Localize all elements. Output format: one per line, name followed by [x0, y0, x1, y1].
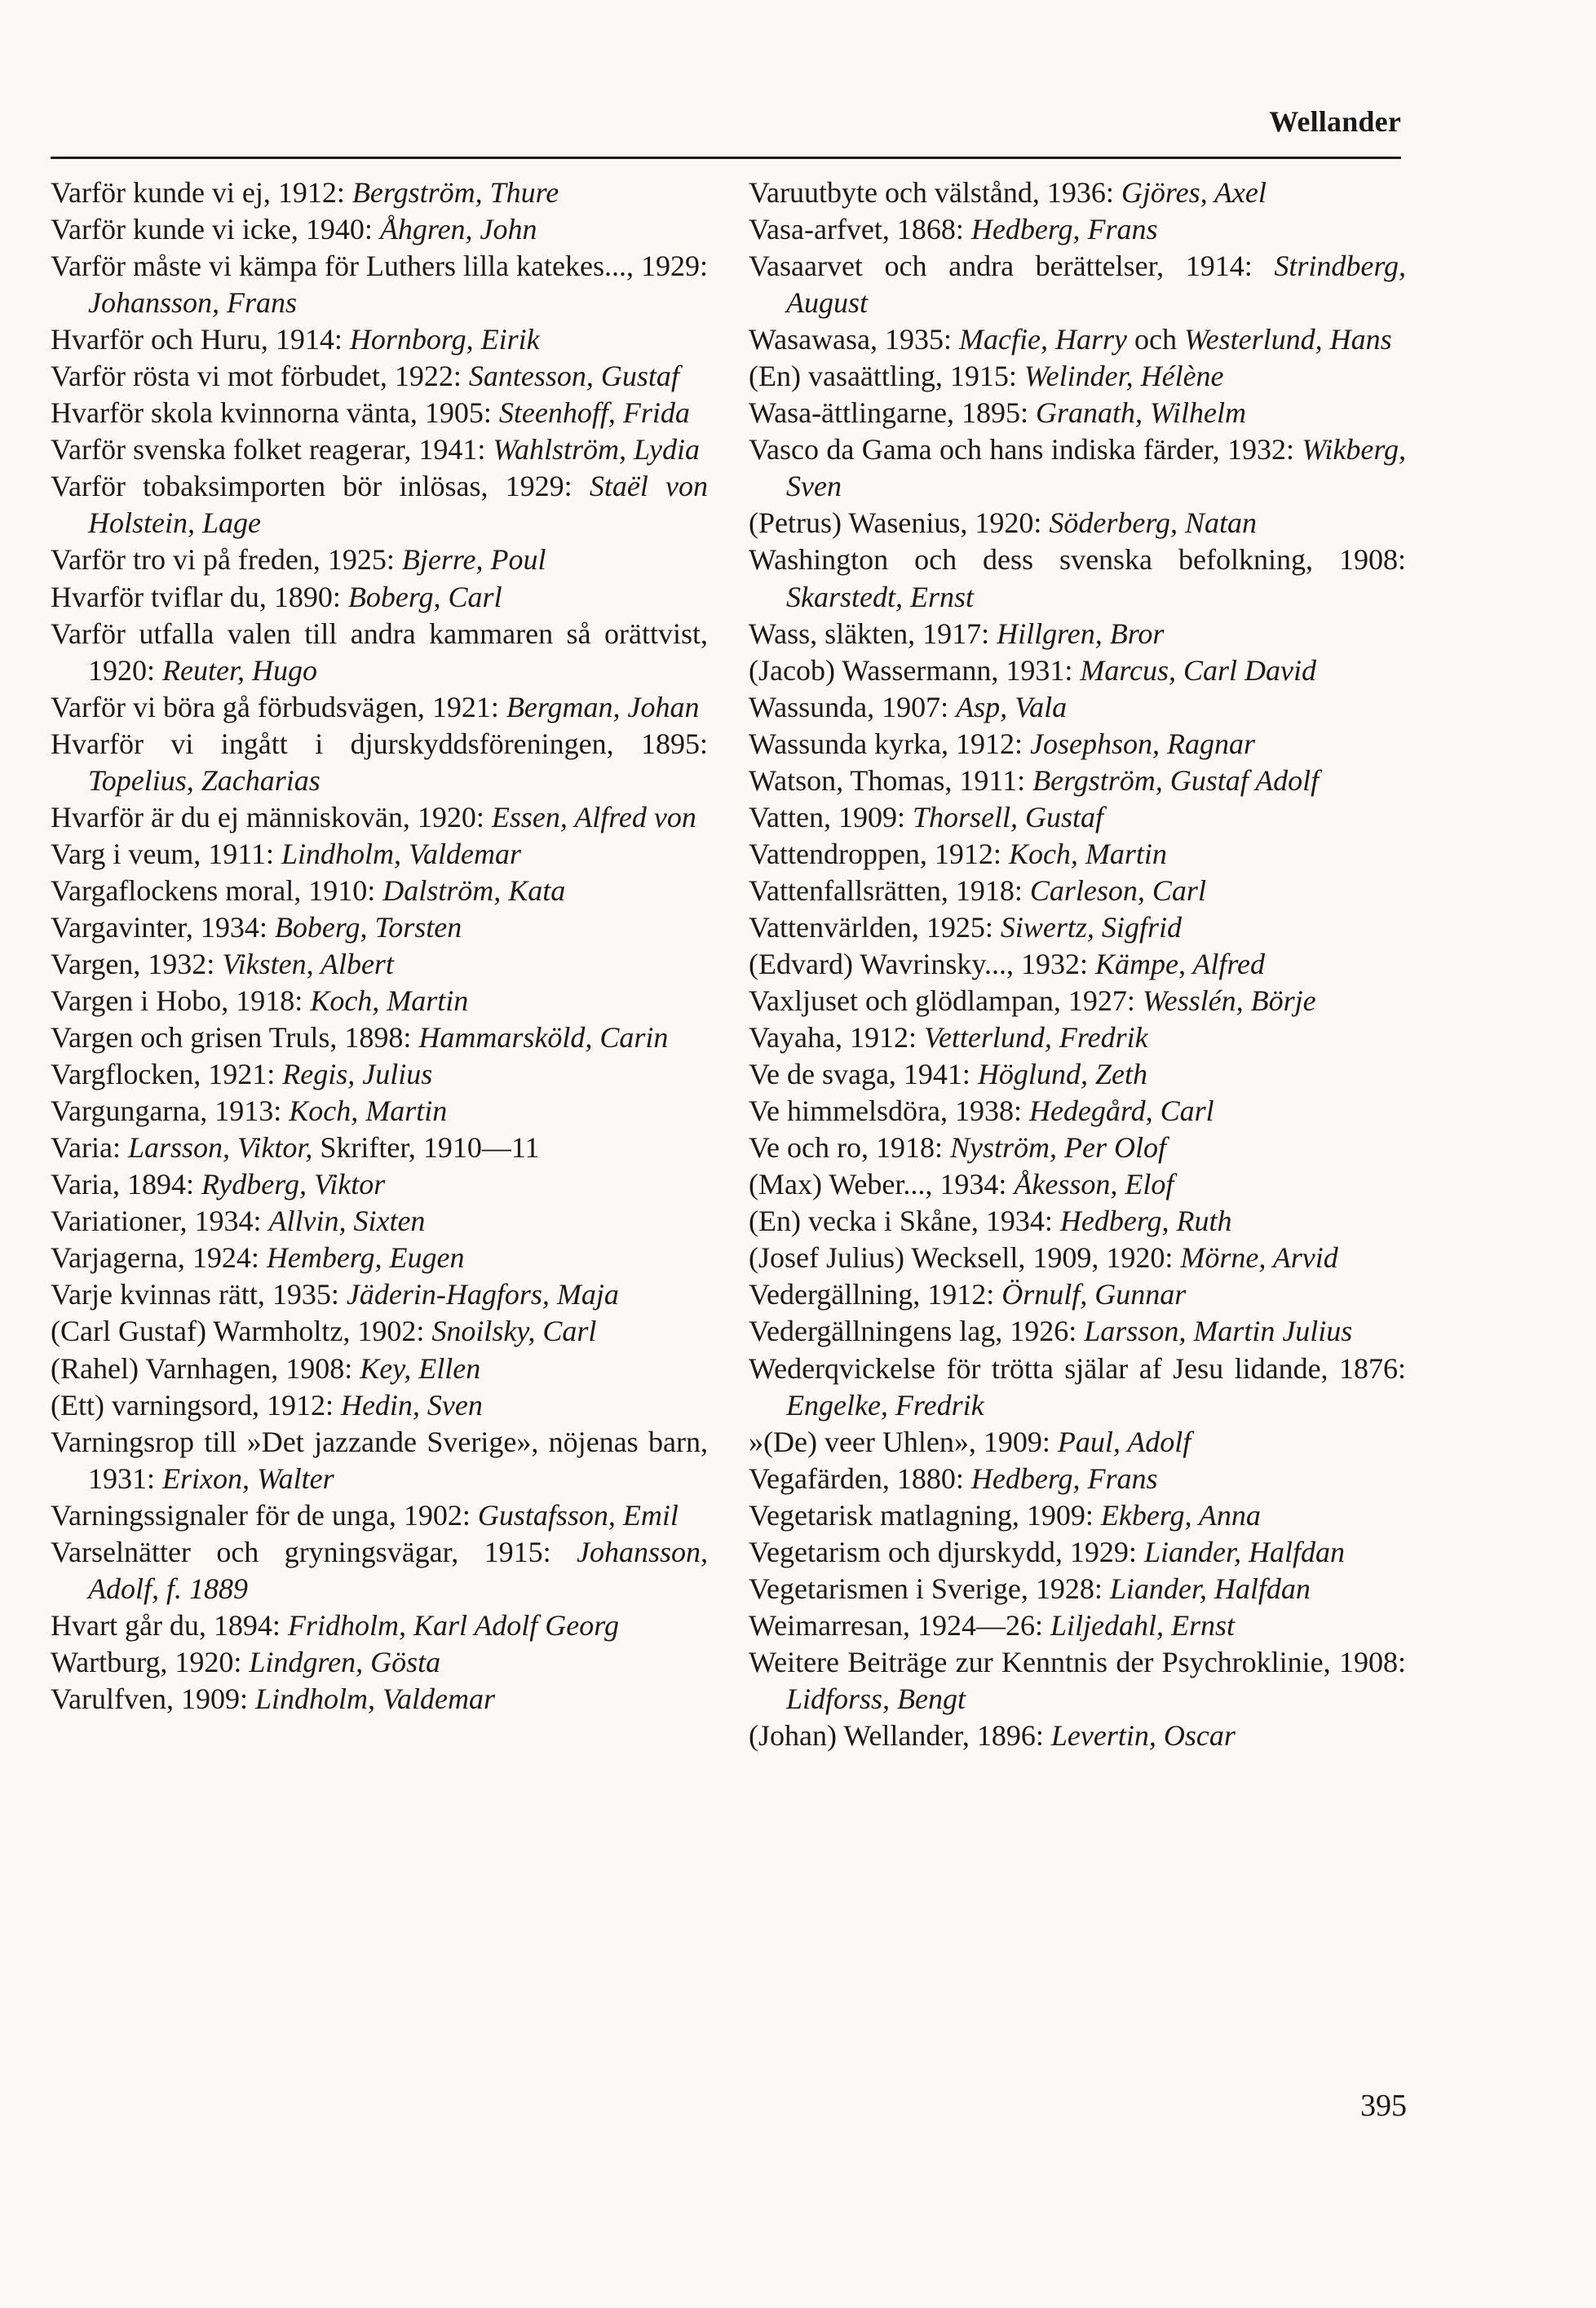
index-entry — [51, 1093, 708, 1130]
index-entry — [749, 763, 1406, 799]
entry-author: Staël von Holstein, Lage — [88, 470, 708, 540]
entry-author: Bergström, Gustaf Adolf — [1032, 763, 1320, 797]
entry-author: Strindberg, August — [786, 250, 1406, 320]
entry-title: (Rahel) Varnhagen, 1908: — [51, 1351, 360, 1385]
index-entry — [51, 468, 708, 542]
entry-title: Vattenfallsrätten, 1918: — [749, 873, 1030, 907]
entry-title: Vargungarna, 1913: — [51, 1094, 290, 1128]
index-entry — [51, 1203, 708, 1240]
entry-title: Wasawasa, 1935: — [749, 323, 960, 356]
entry-author: Gustafsson, Emil — [477, 1498, 679, 1532]
index-entry — [749, 1019, 1406, 1056]
index-entry — [749, 1644, 1406, 1718]
entry-author: Åhgren, John — [379, 213, 537, 246]
entry-author: Macfie, Harry — [959, 323, 1127, 356]
index-entry — [51, 946, 708, 983]
entry-author: Höglund, Zeth — [977, 1058, 1147, 1091]
entry-author: Asp, Vala — [956, 690, 1068, 723]
index-entry — [51, 726, 708, 799]
entry-title: Weimarresan, 1924—26: — [749, 1608, 1051, 1642]
entry-title: (Max) Weber..., 1934: — [749, 1168, 1015, 1201]
index-entry — [51, 1534, 708, 1607]
index-entry — [749, 1461, 1406, 1497]
entry-title: Varjagerna, 1924: — [51, 1241, 267, 1275]
entry-title: (Edvard) Wavrinsky..., 1932: — [749, 947, 1096, 980]
index-entry — [749, 358, 1406, 395]
index-entry — [749, 1203, 1406, 1240]
running-header — [51, 98, 1401, 159]
entry-author: Lindholm, Valdemar — [281, 837, 521, 870]
entry-title: Hvarför skola kvinnorna vänta, 1905: — [51, 396, 499, 430]
index-entry — [749, 909, 1406, 946]
index-entry — [51, 1644, 708, 1681]
index-entry — [749, 542, 1406, 615]
entry-author: Vetterlund, Fredrik — [923, 1021, 1148, 1055]
entry-author: Hedberg, Frans — [970, 213, 1158, 246]
index-entry — [51, 358, 708, 395]
index-entry — [749, 1571, 1406, 1607]
entry-author: Marcus, Carl David — [1080, 653, 1316, 687]
entry-title: Varför svenska folket reagerar, 1941: — [51, 433, 493, 466]
index-entry — [749, 395, 1406, 431]
entry-author: Hornborg, Eirik — [349, 323, 540, 356]
entry-title: Varje kvinnas rätt, 1935: — [51, 1278, 347, 1311]
entry-title: Vedergällningens lag, 1926: — [749, 1315, 1085, 1348]
entry-author: Koch, Martin — [1008, 837, 1167, 870]
entry-title: (Ett) varningsord, 1912: — [51, 1388, 341, 1421]
entry-author: Santesson, Gustaf — [468, 360, 679, 393]
entry-title: Varför rösta vi mot förbudet, 1922: — [51, 360, 469, 393]
entry-author: Boberg, Carl — [347, 580, 502, 613]
entry-author: Erixon, Walter — [162, 1461, 334, 1495]
entry-author: Hammarsköld, Carin — [418, 1021, 669, 1055]
index-entry — [51, 175, 708, 211]
entry-author: Skarstedt, Ernst — [786, 580, 974, 613]
entry-author: Josephson, Ragnar — [1030, 727, 1256, 760]
entry-title: Vargen och grisen Truls, 1898: — [51, 1021, 419, 1055]
entry-title: Wassunda kyrka, 1912: — [749, 727, 1031, 760]
entry-author: Hedin, Sven — [340, 1388, 483, 1421]
index-entry — [749, 652, 1406, 689]
index-entry — [749, 873, 1406, 909]
entry-title: Wass, släkten, 1917: — [749, 617, 997, 650]
entry-title: »(De) veer Uhlen», 1909: — [749, 1425, 1058, 1458]
index-entry — [51, 1240, 708, 1276]
index-entry — [51, 836, 708, 873]
entry-title: Hvarför och Huru, 1914: — [51, 323, 350, 356]
entry-title: Varningssignaler för de unga, 1902: — [51, 1498, 478, 1532]
index-entry — [51, 1497, 708, 1534]
index-entry — [51, 909, 708, 946]
index-entry — [749, 1497, 1406, 1534]
entry-author: Hedberg, Frans — [970, 1461, 1158, 1495]
entry-author: Fridholm, Karl Adolf Georg — [287, 1608, 619, 1642]
entry-author: Örnulf, Gunnar — [1001, 1278, 1187, 1311]
index-entry — [749, 616, 1406, 652]
index-entry — [749, 211, 1406, 248]
entry-title: Varia, 1894: — [51, 1168, 201, 1201]
index-entry — [749, 1130, 1406, 1166]
entry-author: Siwertz, Sigfrid — [1000, 910, 1182, 944]
entry-author: Hedberg, Ruth — [1059, 1205, 1232, 1238]
entry-title: Varför tro vi på freden, 1925: — [51, 543, 402, 577]
entry-author: Lindgren, Gösta — [249, 1645, 441, 1678]
entry-title: Ve och ro, 1918: — [749, 1131, 950, 1165]
entry-title: Varia: — [51, 1131, 128, 1165]
index-entry — [749, 946, 1406, 983]
entry-author: Johansson, Frans — [88, 286, 298, 320]
entry-title: Hvarför är du ej människovän, 1920: — [51, 800, 492, 833]
entry-author: Nyström, Per Olof — [949, 1131, 1166, 1165]
entry-author: Gjöres, Axel — [1121, 176, 1267, 209]
index-entry — [51, 1276, 708, 1313]
entry-title: (En) vecka i Skåne, 1934: — [749, 1205, 1060, 1238]
entry-title: Varför måste vi kämpa för Luthers lilla katekes..., 1929: — [51, 250, 708, 283]
entry-author: Larsson, Viktor, — [127, 1131, 313, 1165]
index-entry — [749, 1607, 1406, 1644]
entry-author: Bjerre, Poul — [401, 543, 546, 577]
entry-title: Wartburg, 1920: — [51, 1645, 250, 1678]
entry-author: Bergman, Johan — [506, 690, 700, 723]
entry-title: Vegetarismen i Sverige, 1928: — [749, 1572, 1110, 1605]
index-entry — [749, 248, 1406, 321]
entry-author: Westerlund, Hans — [1183, 323, 1392, 356]
entry-title: Wederqvickelse för trötta själar af Jesu lidande, 1876: — [749, 1351, 1406, 1385]
index-entry — [51, 873, 708, 909]
entry-title: Varselnätter och gryningsvägar, 1915: — [51, 1535, 577, 1568]
entry-author: Wesslén, Börje — [1142, 984, 1316, 1018]
index-entry — [51, 1130, 708, 1166]
entry-author: Hedegård, Carl — [1028, 1094, 1214, 1128]
entry-author: Snoilsky, Carl — [431, 1315, 597, 1348]
entry-title: (En) vasaättling, 1915: — [749, 360, 1024, 393]
entry-title: Hvart går du, 1894: — [51, 1608, 288, 1642]
index-entry — [749, 1313, 1406, 1350]
index-entry — [749, 1240, 1406, 1276]
index-entry — [749, 505, 1406, 542]
index-entry — [749, 836, 1406, 873]
entry-title: Vedergällning, 1912: — [749, 1278, 1002, 1311]
entry-suffix: och — [1126, 323, 1184, 356]
entry-title: (Petrus) Wasenius, 1920: — [749, 506, 1050, 540]
entry-title: Vegetarism och djurskydd, 1929: — [749, 1535, 1144, 1568]
index-entry — [51, 1056, 708, 1093]
left-column — [51, 175, 708, 1718]
right-column — [749, 175, 1406, 1754]
entry-title: Vargen i Hobo, 1918: — [51, 984, 311, 1018]
entry-author: Jäderin-Hagfors, Maja — [346, 1278, 619, 1311]
entry-author: Koch, Martin — [289, 1094, 448, 1128]
entry-author: Söderberg, Natan — [1049, 506, 1258, 540]
page-number: 395 — [1360, 2089, 1407, 2123]
header-title: Wellander — [1269, 105, 1401, 138]
index-entry — [51, 799, 708, 836]
index-entry — [51, 1351, 708, 1387]
index-entry — [749, 1424, 1406, 1461]
entry-title: Varför kunde vi icke, 1940: — [51, 213, 380, 246]
entry-author: Engelke, Fredrik — [786, 1388, 984, 1421]
entry-title: Vayaha, 1912: — [749, 1021, 924, 1055]
entry-title: Vargaflockens moral, 1910: — [51, 873, 383, 907]
index-entry — [749, 1534, 1406, 1571]
entry-author: Åkesson, Elof — [1014, 1168, 1174, 1201]
entry-author: Bergström, Thure — [351, 176, 559, 209]
entry-author: Boberg, Torsten — [274, 910, 462, 944]
index-entry — [51, 542, 708, 578]
index-entry — [51, 431, 708, 468]
entry-author: Wahlström, Lydia — [493, 433, 700, 466]
entry-author: Regis, Julius — [282, 1058, 433, 1091]
index-entry — [51, 579, 708, 616]
entry-author: Steenhoff, Frida — [498, 396, 690, 430]
entry-title: Vegafärden, 1880: — [749, 1461, 971, 1495]
index-entry — [51, 1019, 708, 1056]
index-entry — [51, 1313, 708, 1350]
entry-title: Watson, Thomas, 1911: — [749, 763, 1033, 797]
entry-author: Kämpe, Alfred — [1095, 947, 1266, 980]
entry-author: Reuter, Hugo — [162, 653, 317, 687]
index-entry — [749, 689, 1406, 726]
entry-title: Varuutbyte och välstånd, 1936: — [749, 176, 1121, 209]
entry-title: Vasco da Gama och hans indiska färder, 1932: — [749, 433, 1302, 466]
entry-author: Mörne, Arvid — [1180, 1241, 1338, 1275]
entry-title: Wasa-ättlingarne, 1895: — [749, 396, 1036, 430]
entry-suffix: Skrifter, 1910—11 — [312, 1131, 540, 1165]
entry-title: Ve de svaga, 1941: — [749, 1058, 978, 1091]
entry-title: Varför kunde vi ej, 1912: — [51, 176, 352, 209]
index-entry — [51, 395, 708, 431]
index-entry — [749, 431, 1406, 505]
entry-title: Ve himmelsdöra, 1938: — [749, 1094, 1029, 1128]
entry-author: Key, Ellen — [360, 1351, 481, 1385]
entry-author: Koch, Martin — [310, 984, 469, 1018]
entry-author: Lidforss, Bengt — [786, 1682, 966, 1715]
entry-author: Carleson, Carl — [1029, 873, 1206, 907]
index-entry — [51, 1607, 708, 1644]
entry-title: Vatten, 1909: — [749, 800, 913, 833]
entry-author: Thorsell, Gustaf — [912, 800, 1104, 833]
index-entry — [51, 321, 708, 358]
entry-title: Varulfven, 1909: — [51, 1682, 255, 1715]
entry-author: Granath, Wilhelm — [1035, 396, 1246, 430]
index-entry — [51, 1681, 708, 1718]
index-entry — [749, 1718, 1406, 1754]
entry-title: Vargen, 1932: — [51, 947, 223, 980]
entry-title: Varg i veum, 1911: — [51, 837, 281, 870]
index-entry — [749, 1093, 1406, 1130]
index-entry — [749, 983, 1406, 1019]
entry-title: Wassunda, 1907: — [749, 690, 957, 723]
index-entry — [749, 1351, 1406, 1424]
entry-title: Vargavinter, 1934: — [51, 910, 275, 944]
entry-title: (Josef Julius) Wecksell, 1909, 1920: — [749, 1241, 1181, 1275]
entry-author: Paul, Adolf — [1057, 1425, 1191, 1458]
entry-title: Vargflocken, 1921: — [51, 1058, 283, 1091]
index-entry — [749, 726, 1406, 763]
entry-author: Lindholm, Valdemar — [254, 1682, 495, 1715]
index-entry — [51, 616, 708, 689]
index-entry — [749, 1276, 1406, 1313]
entry-title: Hvarför vi ingått i djurskyddsföreningen, 1895: — [51, 727, 708, 760]
entry-title: Vegetarisk matlagning, 1909: — [749, 1498, 1101, 1532]
entry-author: Allvin, Sixten — [268, 1205, 426, 1238]
entry-author: Hillgren, Bror — [997, 617, 1165, 650]
entry-title: Vasaarvet och andra berättelser, 1914: — [749, 250, 1275, 283]
index-entry — [51, 983, 708, 1019]
entry-title: Varför utfalla valen till andra kammaren så orättvist, 1920: — [51, 617, 708, 687]
entry-title: Varför tobaksimporten bör inlösas, 1929: — [51, 470, 590, 503]
entry-author: Viksten, Albert — [222, 947, 394, 980]
entry-title: Vasa-arfvet, 1868: — [749, 213, 971, 246]
entry-author: Essen, Alfred von — [491, 800, 696, 833]
index-entry — [749, 175, 1406, 211]
index-entry — [749, 321, 1406, 358]
entry-title: Vattendroppen, 1912: — [749, 837, 1009, 870]
entry-title: Weitere Beiträge zur Kenntnis der Psychroklinie, 1908: — [749, 1645, 1406, 1678]
entry-author: Wikberg, Sven — [786, 433, 1406, 503]
entry-author: Liander, Halfdan — [1109, 1572, 1311, 1605]
entry-title: Hvarför tviflar du, 1890: — [51, 580, 348, 613]
entry-author: Hemberg, Eugen — [266, 1241, 465, 1275]
entry-title: (Carl Gustaf) Warmholtz, 1902: — [51, 1315, 432, 1348]
entry-title: Vaxljuset och glödlampan, 1927: — [749, 984, 1143, 1018]
index-entry — [51, 1424, 708, 1497]
entry-author: Liander, Halfdan — [1143, 1535, 1345, 1568]
entry-author: Levertin, Oscar — [1050, 1718, 1236, 1752]
index-entry — [51, 1387, 708, 1424]
entry-author: Welinder, Hélène — [1023, 360, 1224, 393]
index-entry — [51, 689, 708, 726]
entry-author: Liljedahl, Ernst — [1050, 1608, 1236, 1642]
index-entry — [51, 248, 708, 321]
index-entry — [749, 799, 1406, 836]
entry-author: Johansson, Adolf, f. 1889 — [88, 1535, 708, 1605]
index-entry — [51, 211, 708, 248]
entry-author: Topelius, Zacharias — [88, 763, 321, 797]
index-entry — [749, 1056, 1406, 1093]
entry-author: Rydberg, Viktor — [201, 1168, 386, 1201]
entry-title: Vattenvärlden, 1925: — [749, 910, 1001, 944]
entry-title: (Jacob) Wassermann, 1931: — [749, 653, 1081, 687]
entry-author: Dalström, Kata — [382, 873, 566, 907]
index-entry — [749, 1166, 1406, 1203]
entry-title: (Johan) Wellander, 1896: — [749, 1718, 1051, 1752]
index-entry — [51, 1166, 708, 1203]
entry-title: Variationer, 1934: — [51, 1205, 269, 1238]
entry-title: Varför vi böra gå förbudsvägen, 1921: — [51, 690, 506, 723]
entry-title: Varningsrop till »Det jazzande Sverige», nöjenas barn, 1931: — [51, 1425, 708, 1495]
entry-title: Washington och dess svenska befolkning, 1908: — [749, 543, 1406, 577]
entry-author: Ekberg, Anna — [1100, 1498, 1261, 1532]
entry-author: Larsson, Martin Julius — [1084, 1315, 1353, 1348]
